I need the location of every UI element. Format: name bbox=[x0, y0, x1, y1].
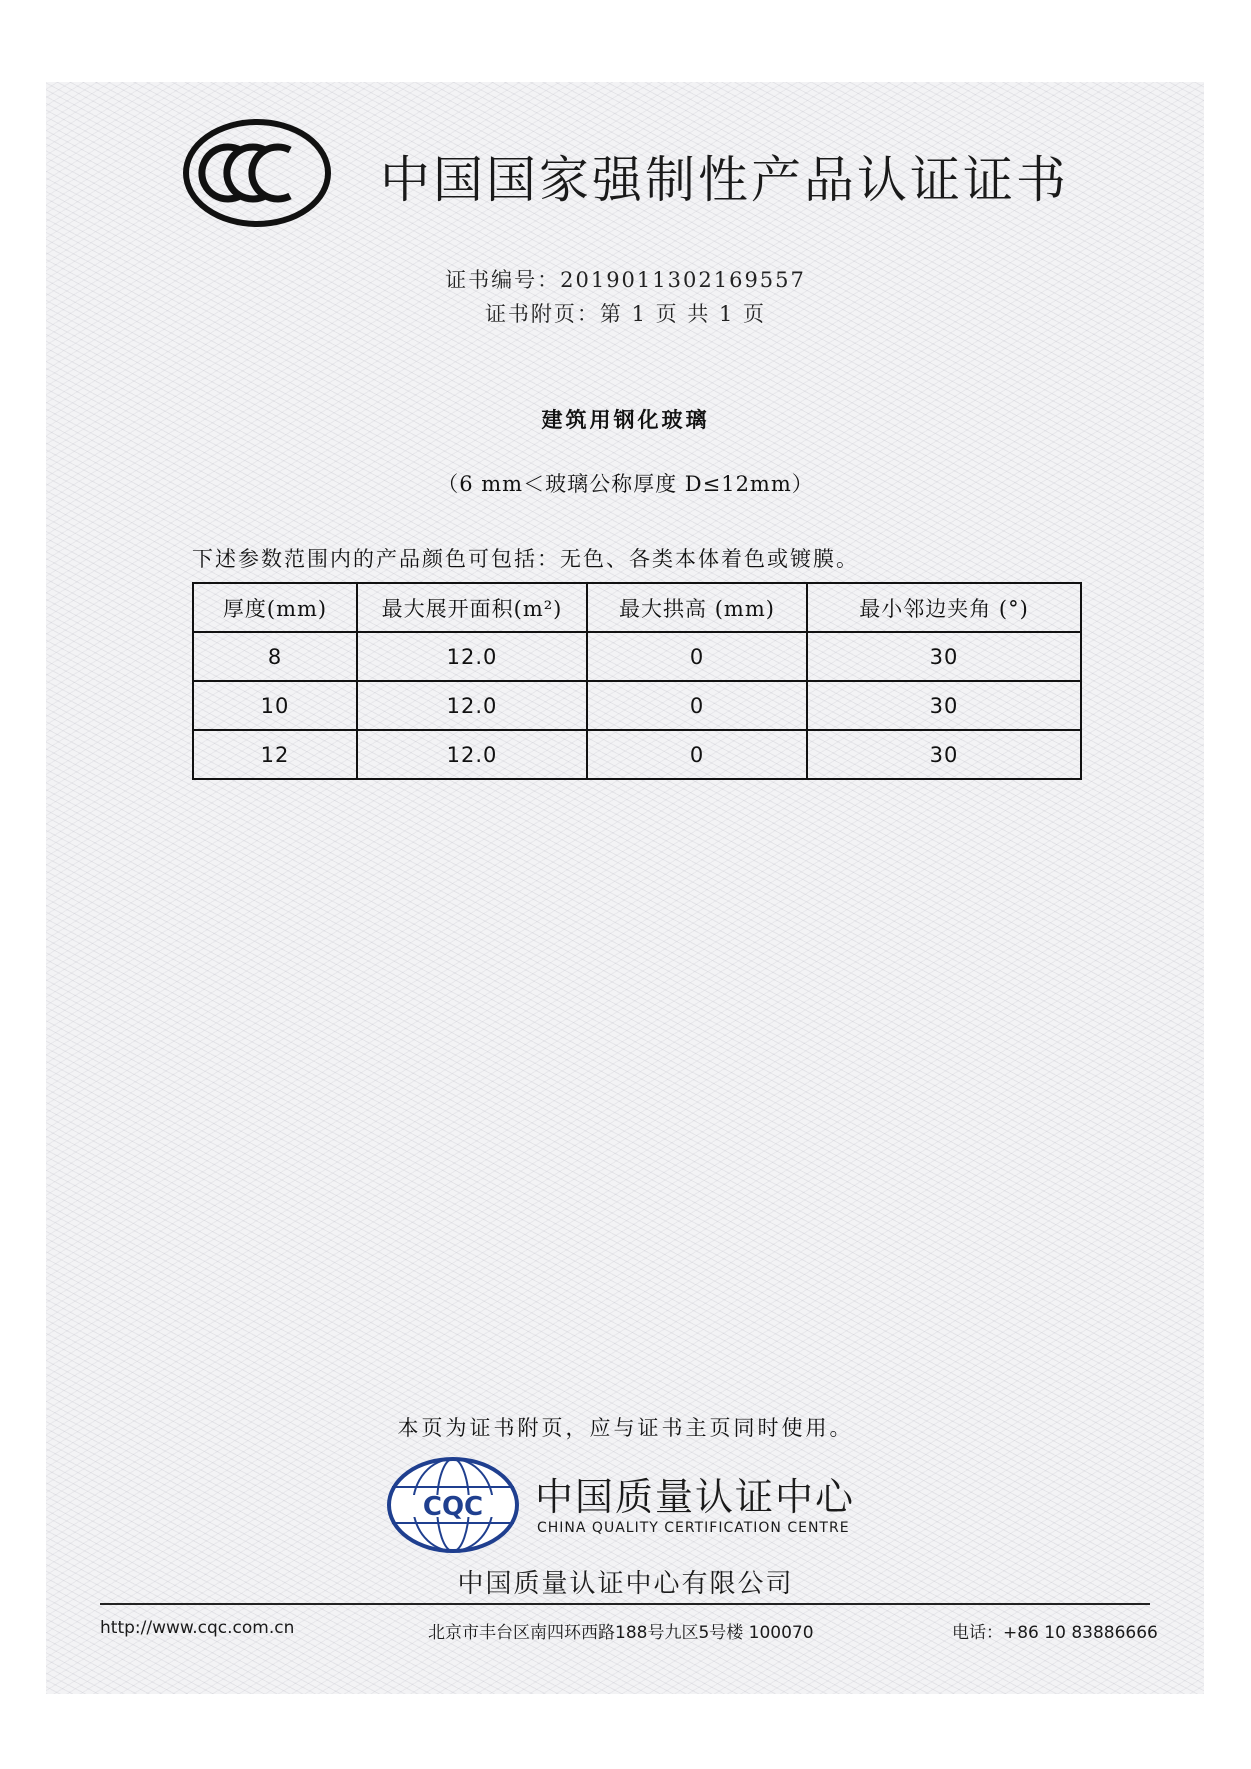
product-scope: （6 mm＜玻璃公称厚度 D≤12mm） bbox=[437, 472, 814, 496]
cell-max-area: 12.0 bbox=[357, 730, 587, 779]
cell-min-angle: 30 bbox=[807, 681, 1081, 730]
footer-phone: 电话：+86 10 83886666 bbox=[952, 1623, 1158, 1643]
table-row bbox=[193, 632, 1081, 681]
header-max-arch: 最大拱高 (mm) bbox=[587, 583, 807, 632]
company-name: 中国质量认证中心有限公司 bbox=[457, 1569, 794, 1599]
ccc-logo bbox=[182, 118, 332, 228]
footer-divider bbox=[100, 1603, 1150, 1605]
table-row bbox=[193, 681, 1081, 730]
cell-min-angle: 30 bbox=[807, 632, 1081, 681]
cell-min-angle: 30 bbox=[807, 730, 1081, 779]
cqc-name-cn: 中国质量认证中心 bbox=[535, 1475, 856, 1519]
cell-thickness: 10 bbox=[193, 681, 357, 730]
certificate-number: 证书编号：2019011302169557 bbox=[445, 268, 806, 292]
cell-thickness: 8 bbox=[193, 632, 357, 681]
cell-max-area: 12.0 bbox=[357, 681, 587, 730]
cell-max-arch: 0 bbox=[587, 681, 807, 730]
cell-max-arch: 0 bbox=[587, 730, 807, 779]
cell-max-area: 12.0 bbox=[357, 632, 587, 681]
footer-address: 北京市丰台区南四环西路188号九区5号楼 100070 bbox=[428, 1623, 814, 1643]
spec-table bbox=[192, 582, 1082, 780]
cqc-logo bbox=[386, 1455, 520, 1555]
spec-table-header-row bbox=[193, 583, 1081, 632]
cqc-logo-text: CQC bbox=[422, 1492, 484, 1522]
certificate-page: 证书附页：第 1 页 共 1 页 bbox=[484, 302, 767, 326]
footer-url[interactable]: http://www.cqc.com.cn bbox=[100, 1618, 295, 1638]
cell-thickness: 12 bbox=[193, 730, 357, 779]
header-thickness: 厚度(mm) bbox=[193, 583, 357, 632]
product-name: 建筑用钢化玻璃 bbox=[541, 407, 710, 432]
header-min-angle: 最小邻边夹角 (°) bbox=[807, 583, 1081, 632]
ccc-logo-text: CCC bbox=[257, 177, 262, 179]
cell-max-arch: 0 bbox=[587, 632, 807, 681]
attachment-note: 本页为证书附页，应与证书主页同时使用。 bbox=[397, 1416, 854, 1440]
product-intro: 下述参数范围内的产品颜色可包括：无色、各类本体着色或镀膜。 bbox=[192, 547, 859, 571]
header-max-area: 最大展开面积(m²) bbox=[357, 583, 587, 632]
certificate-title: 中国国家强制性产品认证证书 bbox=[380, 151, 1069, 209]
table-row bbox=[193, 730, 1081, 779]
cqc-name-en: CHINA QUALITY CERTIFICATION CENTRE bbox=[537, 1520, 850, 1536]
